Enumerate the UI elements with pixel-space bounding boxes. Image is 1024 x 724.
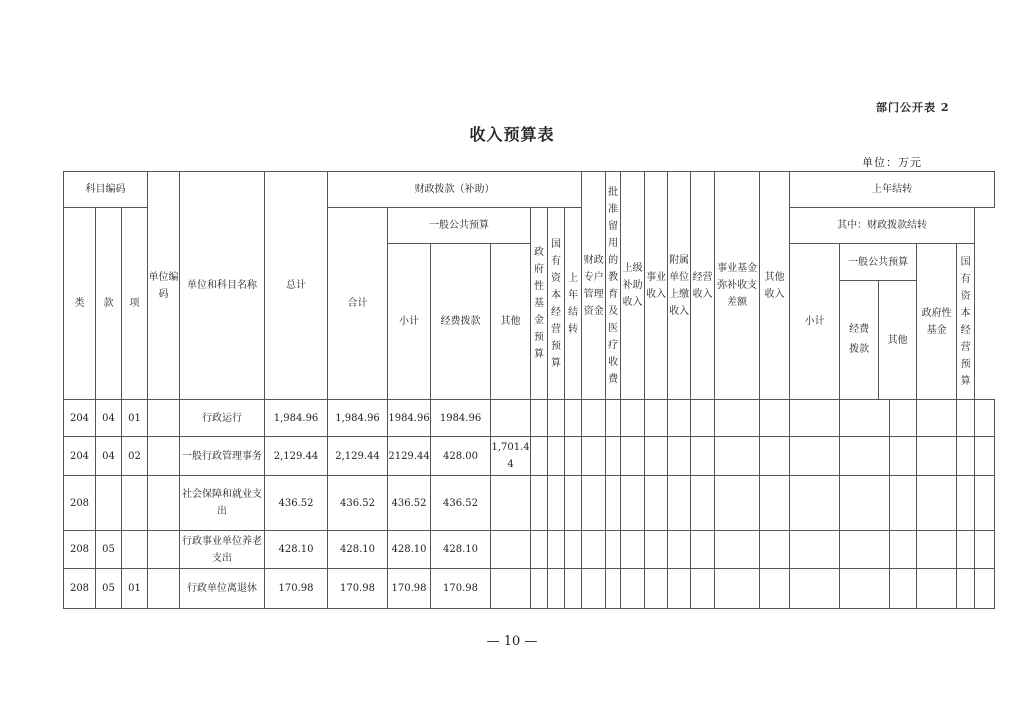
cell-name: 行政单位离退休 <box>180 569 265 609</box>
cell-total: 428.10 <box>265 531 328 569</box>
cell-empty <box>621 476 645 531</box>
cell-funds: 1984.96 <box>431 400 491 437</box>
cell-empty <box>957 437 975 476</box>
header-carryover-sum: 上年结转 <box>565 208 582 400</box>
income-budget-table <box>63 171 995 609</box>
cell-empty <box>548 531 565 569</box>
cell-funds: 436.52 <box>431 476 491 531</box>
cell-empty <box>715 437 760 476</box>
cell-empty <box>917 531 957 569</box>
cell-funds: 428.10 <box>431 531 491 569</box>
cell-empty <box>645 476 668 531</box>
cell-empty <box>645 437 668 476</box>
cell-funds: 170.98 <box>431 569 491 609</box>
cell-other <box>491 569 531 609</box>
cell-empty <box>975 400 995 437</box>
cell-empty <box>790 476 840 531</box>
header-business-income: 事业收入 <box>645 172 668 400</box>
cell-name: 一般行政管理事务 <box>180 437 265 476</box>
cell-empty <box>531 400 548 437</box>
header-co-general: 一般公共预算 <box>840 244 916 281</box>
cell-empty <box>890 476 917 531</box>
cell-unit-code <box>148 531 180 569</box>
header-other-income: 其他收入 <box>760 172 790 400</box>
cell-empty <box>565 400 582 437</box>
cell-empty <box>917 476 957 531</box>
cell-other: 1,701.44 <box>491 437 531 476</box>
cell-empty <box>531 569 548 609</box>
cell-empty <box>840 437 890 476</box>
cell-xiang <box>122 476 148 531</box>
cell-empty <box>760 569 790 609</box>
header-funds: 经费拨款 <box>431 244 491 400</box>
header-unit-name: 单位和科目名称 <box>180 172 265 400</box>
header-co-subtotal: 小计 <box>790 244 840 400</box>
cell-kuan: 05 <box>96 531 122 569</box>
cell-fiscal-sum: 436.52 <box>328 476 388 531</box>
cell-empty <box>840 531 890 569</box>
cell-empty <box>668 400 691 437</box>
cell-empty <box>565 476 582 531</box>
cell-name: 行政事业单位养老支出 <box>180 531 265 569</box>
page-number: — 10 — <box>486 634 538 649</box>
cell-empty <box>957 569 975 609</box>
cell-empty <box>582 569 606 609</box>
cell-empty <box>790 531 840 569</box>
cell-empty <box>645 400 668 437</box>
cell-lei: 208 <box>64 531 96 569</box>
cell-empty <box>840 569 890 609</box>
cell-empty <box>645 531 668 569</box>
cell-empty <box>790 400 840 437</box>
cell-empty <box>582 400 606 437</box>
cell-fiscal-sum: 428.10 <box>328 531 388 569</box>
cell-empty <box>621 531 645 569</box>
header-other: 其他 <box>491 244 531 400</box>
cell-other <box>491 531 531 569</box>
cell-empty <box>715 400 760 437</box>
header-kuan: 款 <box>96 208 122 400</box>
cell-fiscal-sum: 2,129.44 <box>328 437 388 476</box>
cell-empty <box>565 437 582 476</box>
cell-unit-code <box>148 400 180 437</box>
header-gov-fund: 政府性基金预算 <box>531 208 548 400</box>
header-retained-fees: 批准留用的教育及医疗收费 <box>606 172 621 400</box>
cell-empty <box>691 531 715 569</box>
cell-empty <box>621 400 645 437</box>
cell-empty <box>957 476 975 531</box>
table-row <box>64 531 995 569</box>
cell-empty <box>531 476 548 531</box>
cell-empty <box>715 569 760 609</box>
cell-empty <box>890 569 917 609</box>
cell-empty <box>606 476 621 531</box>
cell-empty <box>621 569 645 609</box>
header-carryover-fiscal: 其中：财政拨款结转 <box>790 208 975 244</box>
unit-label: 单位：万元 <box>862 156 922 169</box>
cell-empty <box>606 400 621 437</box>
cell-name: 社会保障和就业支出 <box>180 476 265 531</box>
cell-empty <box>531 437 548 476</box>
cell-empty <box>548 569 565 609</box>
header-xiang: 项 <box>122 208 148 400</box>
cell-subtotal: 2129.44 <box>388 437 431 476</box>
cell-empty <box>957 531 975 569</box>
header-superior-subsidy: 上级补助收入 <box>621 172 645 400</box>
form-tag: 部门公开表 2 <box>876 101 950 114</box>
header-fund-offset: 事业基金弥补收支差额 <box>715 172 760 400</box>
cell-empty <box>582 437 606 476</box>
cell-empty <box>691 400 715 437</box>
cell-kuan: 04 <box>96 437 122 476</box>
cell-empty <box>760 476 790 531</box>
cell-subtotal: 428.10 <box>388 531 431 569</box>
header-co-other: 其他 <box>887 334 908 346</box>
cell-empty <box>668 531 691 569</box>
header-total: 总计 <box>265 172 328 400</box>
cell-empty <box>957 400 975 437</box>
cell-kuan <box>96 476 122 531</box>
cell-lei: 208 <box>64 569 96 609</box>
cell-empty <box>975 531 995 569</box>
header-special-account: 财政专户管理资金 <box>582 172 606 400</box>
cell-empty <box>975 437 995 476</box>
cell-empty <box>840 476 890 531</box>
cell-xiang <box>122 531 148 569</box>
cell-empty <box>668 569 691 609</box>
cell-empty <box>691 476 715 531</box>
cell-empty <box>790 437 840 476</box>
cell-empty <box>691 437 715 476</box>
cell-xiang: 01 <box>122 400 148 437</box>
header-co-general-cell <box>840 244 917 400</box>
cell-funds: 428.00 <box>431 437 491 476</box>
cell-empty <box>531 531 548 569</box>
cell-empty <box>621 437 645 476</box>
cell-empty <box>890 400 917 437</box>
header-subject-code: 科目编码 <box>64 172 148 208</box>
cell-xiang: 01 <box>122 569 148 609</box>
cell-empty <box>606 437 621 476</box>
cell-empty <box>606 569 621 609</box>
cell-empty <box>975 476 995 531</box>
table-row <box>64 476 995 531</box>
header-co-gov-fund: 政府性基金 <box>917 244 957 400</box>
header-operating-income: 经营收入 <box>691 172 715 400</box>
header-lei: 类 <box>64 208 96 400</box>
cell-other <box>491 476 531 531</box>
header-carryover: 上年结转 <box>790 172 995 208</box>
header-subtotal: 小计 <box>388 244 431 400</box>
cell-lei: 204 <box>64 400 96 437</box>
table-row <box>64 400 995 437</box>
cell-empty <box>715 531 760 569</box>
cell-empty <box>691 569 715 609</box>
cell-empty <box>606 531 621 569</box>
cell-fiscal-sum: 170.98 <box>328 569 388 609</box>
cell-empty <box>582 531 606 569</box>
page-title: 收入预算表 <box>469 125 555 144</box>
cell-subtotal: 436.52 <box>388 476 431 531</box>
cell-subtotal: 1984.96 <box>388 400 431 437</box>
cell-empty <box>890 531 917 569</box>
cell-empty <box>917 437 957 476</box>
cell-empty <box>548 437 565 476</box>
cell-unit-code <box>148 569 180 609</box>
cell-total: 170.98 <box>265 569 328 609</box>
cell-lei: 208 <box>64 476 96 531</box>
cell-empty <box>715 476 760 531</box>
cell-empty <box>840 400 890 437</box>
cell-empty <box>565 531 582 569</box>
cell-kuan: 05 <box>96 569 122 609</box>
cell-empty <box>668 476 691 531</box>
header-unit-code: 单位编码 <box>148 172 180 400</box>
cell-empty <box>760 437 790 476</box>
cell-total: 1,984.96 <box>265 400 328 437</box>
cell-empty <box>890 437 917 476</box>
cell-empty <box>790 569 840 609</box>
cell-kuan: 04 <box>96 400 122 437</box>
header-affiliate-income: 附属单位上缴收入 <box>668 172 691 400</box>
cell-unit-code <box>148 437 180 476</box>
cell-total: 2,129.44 <box>265 437 328 476</box>
header-co-funds: 经费拨款 <box>840 281 879 399</box>
header-general-budget: 一般公共预算 <box>388 208 531 244</box>
cell-empty <box>975 569 995 609</box>
cell-total: 436.52 <box>265 476 328 531</box>
cell-lei: 204 <box>64 437 96 476</box>
cell-empty <box>645 569 668 609</box>
cell-subtotal: 170.98 <box>388 569 431 609</box>
cell-unit-code <box>148 476 180 531</box>
cell-empty <box>917 400 957 437</box>
cell-empty <box>565 569 582 609</box>
cell-fiscal-sum: 1,984.96 <box>328 400 388 437</box>
cell-empty <box>760 531 790 569</box>
table-row <box>64 437 995 476</box>
header-co-state-capital: 国有资本经营预算 <box>957 244 975 400</box>
cell-empty <box>548 400 565 437</box>
header-fiscal: 财政拨款（补助） <box>328 172 582 208</box>
header-state-capital: 国有资本经营预算 <box>548 208 565 400</box>
cell-xiang: 02 <box>122 437 148 476</box>
cell-name: 行政运行 <box>180 400 265 437</box>
cell-empty <box>917 569 957 609</box>
table-row <box>64 569 995 609</box>
cell-empty <box>582 476 606 531</box>
cell-empty <box>760 400 790 437</box>
cell-empty <box>668 437 691 476</box>
header-fiscal-sum: 合计 <box>328 208 388 400</box>
cell-empty <box>548 476 565 531</box>
cell-other <box>491 400 531 437</box>
